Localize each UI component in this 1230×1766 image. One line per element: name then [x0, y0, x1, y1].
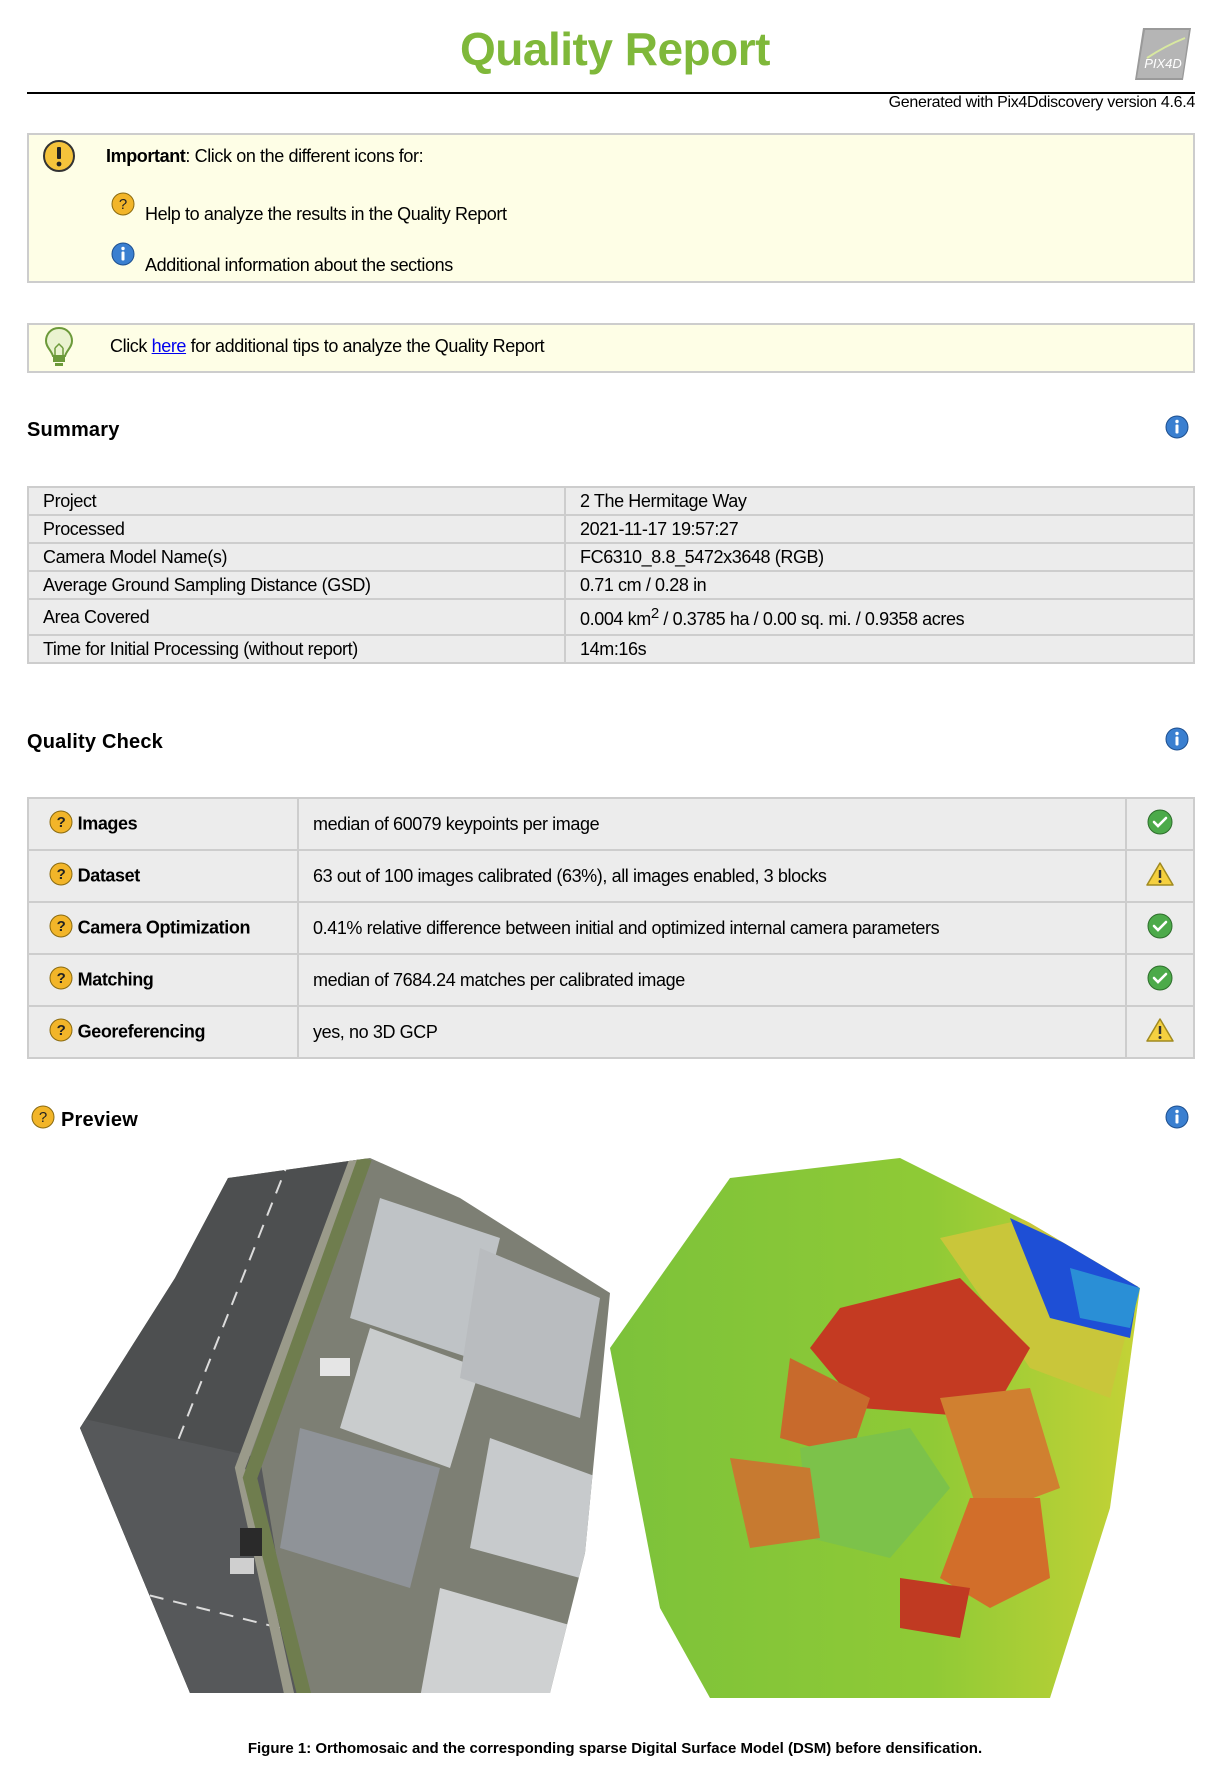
table-row — [28, 599, 1194, 635]
quality-check-heading: Quality Check — [27, 731, 163, 753]
orthomosaic-image — [80, 1158, 615, 1703]
tips-text — [110, 336, 544, 357]
page-title: Quality Report — [460, 23, 770, 75]
table-row — [28, 954, 1194, 1006]
summary-value: 2021-11-17 19:57:27 — [565, 515, 1194, 543]
pix4d-logo — [1135, 28, 1191, 80]
summary-table — [27, 486, 1195, 664]
svg-text:?: ? — [118, 196, 128, 213]
warning-icon — [1126, 850, 1194, 902]
summary-value: 0.71 cm / 0.28 in — [565, 571, 1194, 599]
table-row — [28, 515, 1194, 543]
important-rest: : Click on the different icons for: — [185, 146, 424, 166]
quality-check-info-icon[interactable] — [1165, 727, 1189, 756]
summary-label: Time for Initial Processing (without report) — [28, 635, 565, 663]
preview-info-icon[interactable] — [1165, 1105, 1189, 1134]
summary-value: 14m:16s — [565, 635, 1194, 663]
svg-text:?: ? — [56, 813, 66, 831]
ok-check-icon — [1126, 954, 1194, 1006]
summary-value: FC6310_8.8_5472x3648 (RGB) — [565, 543, 1194, 571]
figure-caption: Figure 1: Orthomosaic and the corresponding sparse Digital Surface Model (DSM) before densification. — [247, 1740, 983, 1757]
svg-text:?: ? — [56, 1021, 66, 1039]
qc-label: ? Matching — [28, 954, 298, 1006]
important-bold: Important — [106, 146, 186, 166]
summary-label: Processed — [28, 515, 565, 543]
help-icon[interactable] — [49, 1018, 73, 1047]
logo-text: PIX4D — [1144, 56, 1182, 71]
table-row — [28, 571, 1194, 599]
qc-value: 0.41% relative difference between initial and optimized internal camera parameters — [298, 902, 1126, 954]
qc-label: ? Images — [28, 798, 298, 850]
info-icon[interactable] — [111, 242, 135, 271]
help-icon[interactable] — [49, 862, 73, 891]
qc-value: median of 7684.24 matches per calibrated image — [298, 954, 1126, 1006]
info-description: Additional information about the sections — [145, 255, 453, 275]
table-row — [28, 487, 1194, 515]
summary-info-icon[interactable] — [1165, 415, 1189, 444]
table-row — [28, 543, 1194, 571]
preview-heading: Preview — [61, 1109, 139, 1131]
svg-text:?: ? — [56, 865, 66, 883]
svg-text:?: ? — [56, 969, 66, 987]
table-row — [28, 635, 1194, 663]
svg-text:?: ? — [56, 917, 66, 935]
warning-icon — [1126, 1006, 1194, 1058]
important-icon — [42, 139, 76, 178]
table-row — [28, 798, 1194, 850]
tips-before: Click — [110, 336, 152, 356]
help-icon[interactable] — [49, 966, 73, 995]
lightbulb-icon — [44, 326, 74, 373]
qc-value: median of 60079 keypoints per image — [298, 798, 1126, 850]
table-row — [28, 902, 1194, 954]
help-icon[interactable] — [49, 914, 73, 943]
table-row — [28, 850, 1194, 902]
qc-label: ? Camera Optimization — [28, 902, 298, 954]
dsm-image — [610, 1158, 1140, 1703]
ok-check-icon — [1126, 902, 1194, 954]
summary-label: Average Ground Sampling Distance (GSD) — [28, 571, 565, 599]
help-icon[interactable] — [49, 810, 73, 839]
help-description: Help to analyze the results in the Quality Report — [145, 204, 507, 224]
important-text — [106, 146, 423, 167]
summary-value: 0.004 $km^2 / 0.3785$ ha / 0.00 sq. mi. / 0.9358 acres — [565, 599, 1194, 635]
tips-after: for additional tips to analyze the Quality Report — [186, 336, 545, 356]
qc-label: ? Dataset — [28, 850, 298, 902]
tips-link[interactable]: here — [151, 336, 187, 356]
ok-check-icon — [1126, 798, 1194, 850]
help-icon[interactable] — [111, 192, 135, 221]
summary-heading: Summary — [27, 419, 120, 441]
summary-value: 2 The Hermitage Way — [565, 487, 1194, 515]
svg-text:?: ? — [38, 1109, 48, 1126]
summary-label: Camera Model Name(s) — [28, 543, 565, 571]
qc-value: 63 out of 100 images calibrated (63%), all images enabled, 3 blocks — [298, 850, 1126, 902]
qc-label: ? Georeferencing — [28, 1006, 298, 1058]
qc-value: yes, no 3D GCP — [298, 1006, 1126, 1058]
preview-help-icon[interactable] — [31, 1105, 55, 1134]
quality-check-table — [27, 797, 1195, 1059]
summary-label: Area Covered — [28, 599, 565, 635]
table-row — [28, 1006, 1194, 1058]
summary-label: Project — [28, 487, 565, 515]
generated-note: Generated with Pix4Ddiscovery version 4.6.4 — [888, 94, 1195, 111]
